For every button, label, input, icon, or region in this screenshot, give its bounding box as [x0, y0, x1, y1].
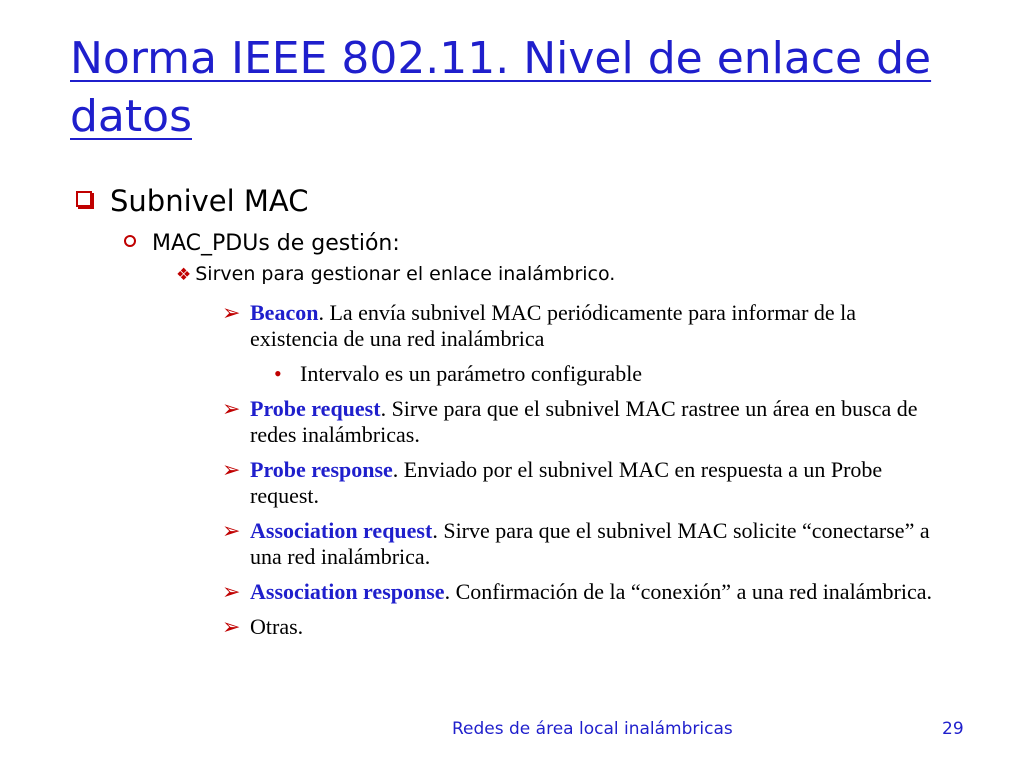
bullet-level3 — [176, 263, 615, 285]
arrow-bullet-icon: ➢ — [222, 614, 241, 639]
list-item — [222, 396, 942, 448]
bullet-level1 — [76, 184, 309, 218]
item-keyword: Beacon — [250, 300, 319, 325]
square-bullet-icon — [76, 191, 92, 207]
bullet-level2 — [124, 231, 400, 256]
circle-bullet-icon — [124, 235, 136, 247]
item-keyword: Probe request — [250, 396, 381, 421]
item-keyword: Association request — [250, 518, 433, 543]
item-keyword: Probe response — [250, 457, 393, 482]
list-item — [222, 457, 942, 509]
footer-page-number: 29 — [942, 719, 964, 739]
item-keyword: Association response — [250, 579, 445, 604]
bullet-level2-text: MAC_PDUs de gestión: — [152, 231, 400, 256]
list-subitem — [274, 361, 942, 387]
bullet-level3-text: Sirven para gestionar el enlace inalámbrico. — [195, 263, 616, 285]
dot-bullet-icon: • — [274, 361, 282, 386]
arrow-bullet-icon: ➢ — [222, 579, 241, 604]
arrow-bullet-icon: ➢ — [222, 300, 241, 325]
list-item — [222, 579, 942, 605]
item-text: . La envía subnivel MAC periódicamente para informar de la existencia de una red inalámbrica — [250, 300, 857, 351]
arrow-bullet-icon: ➢ — [222, 518, 241, 543]
arrow-bullet-icon: ➢ — [222, 457, 241, 482]
diamond-bullet-icon: ❖ — [176, 265, 192, 285]
item-text: . Sirve para que el subnivel MAC solicite “conectarse” a una red inalámbrica. — [250, 518, 930, 569]
item-text: . Confirmación de la “conexión” a una red inalámbrica. — [444, 579, 933, 604]
list-item — [222, 614, 942, 640]
arrow-bullet-icon: ➢ — [222, 396, 241, 421]
slide-title: Norma IEEE 802.11. Nivel de enlace de datos — [70, 33, 932, 142]
item-text: . Sirve para que el subnivel MAC rastree un área en busca de redes inalámbricas. — [250, 396, 918, 447]
item-text: . Enviado por el subnivel MAC en respuesta a un Probe request. — [250, 457, 883, 508]
bullet-level1-text: Subnivel MAC — [110, 184, 309, 218]
footer-course: Redes de área local inalámbricas — [452, 719, 733, 739]
frame-type-list — [222, 300, 942, 649]
list-item — [222, 518, 942, 570]
subitem-text: Intervalo es un parámetro configurable — [300, 361, 643, 386]
list-item — [222, 300, 942, 352]
item-text: Otras. — [250, 614, 304, 639]
